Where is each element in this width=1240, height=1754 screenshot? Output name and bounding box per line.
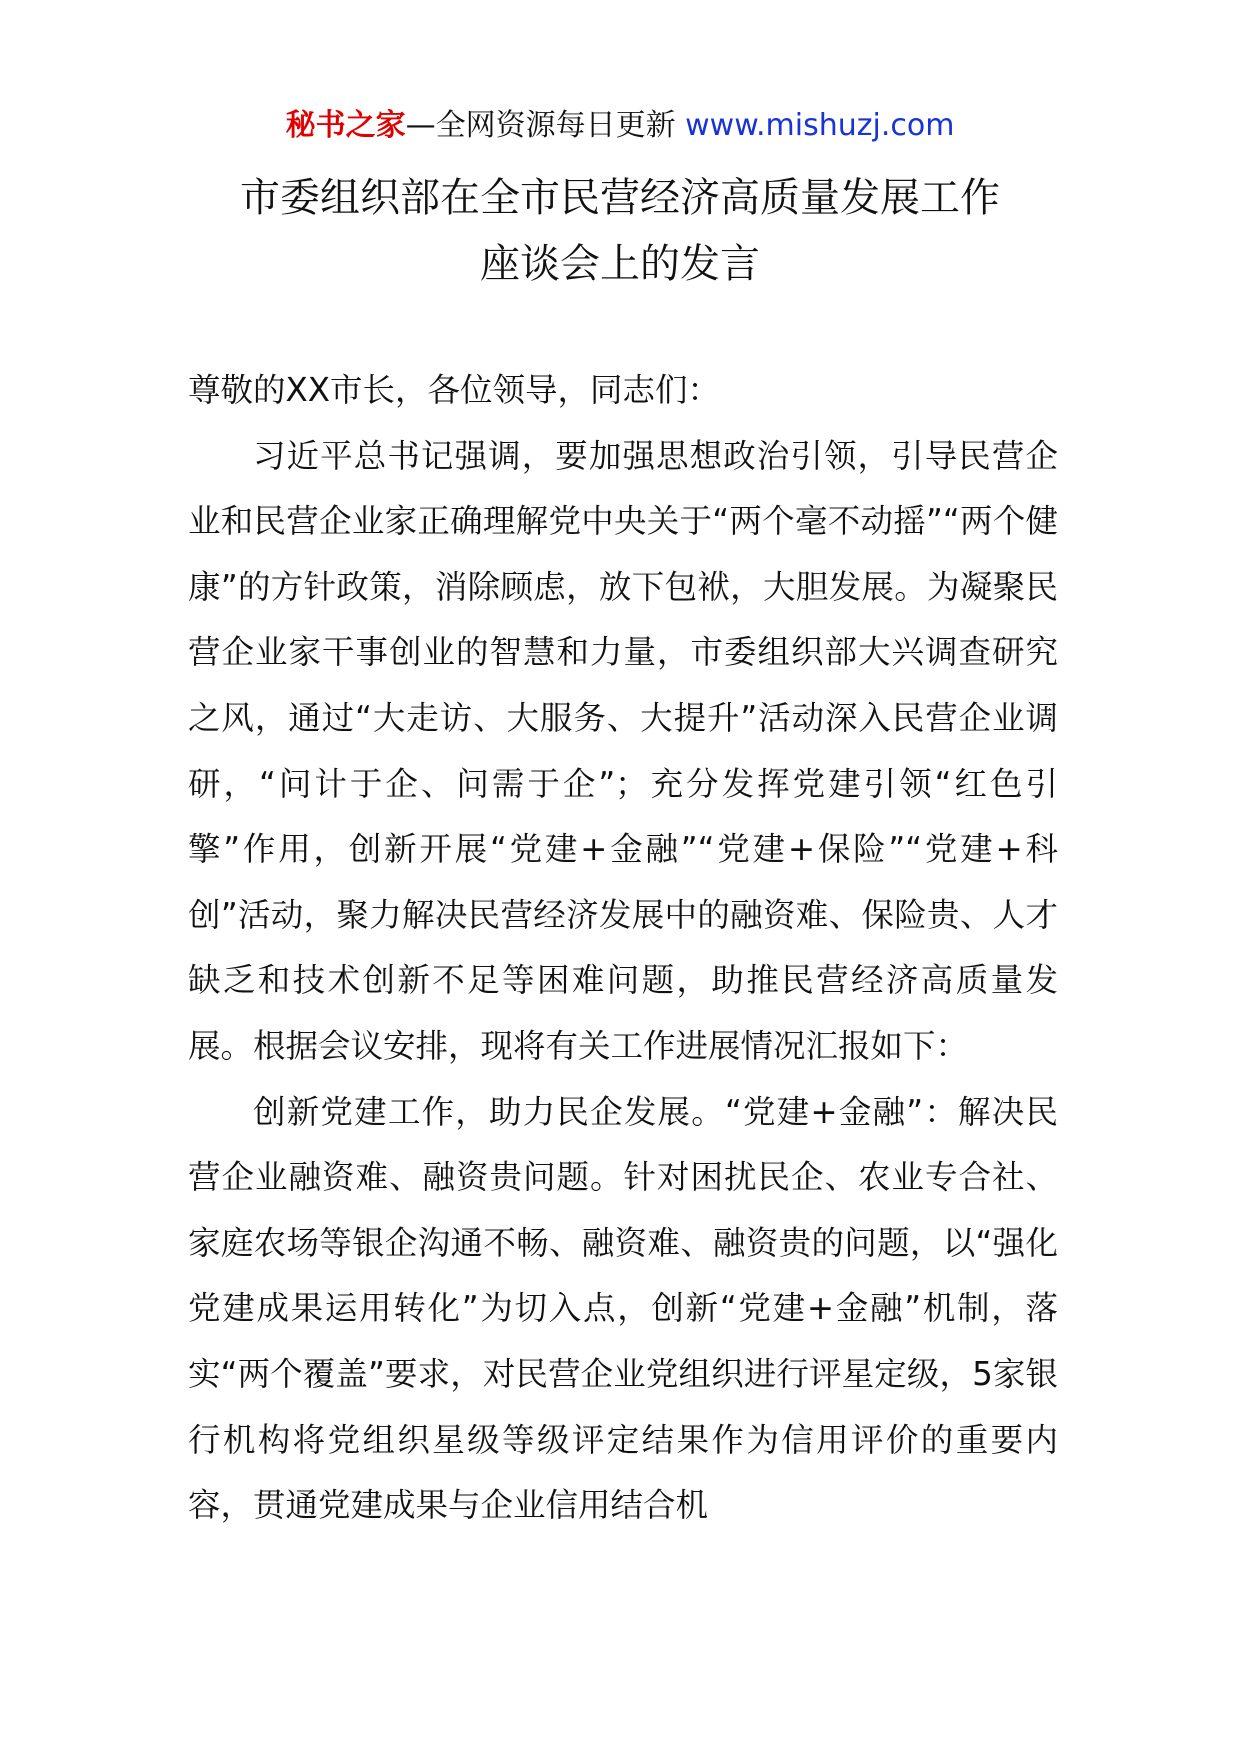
site-header	[0, 104, 1240, 148]
document-body	[188, 358, 1058, 1539]
site-name: 秘书之家	[285, 108, 406, 143]
document-title-line-2: 座谈会上的发言	[480, 241, 760, 287]
document-title-line-1: 市委组织部在全市民营经济高质量发展工作	[240, 175, 1000, 221]
paragraph-party-finance: 创新党建工作，助力民企发展。“党建+金融”：解决民营企业融资难、融资贵问题。针对困扰民企、农业专合社、家庭农场等银企沟通不畅、融资难、融资贵的问题，以“强化党建成果运用转化”为切入点，创新“党建+金融”机制，落实“两个覆盖”要求，对民营企业党组织进行评星定级，5家银行机构将党组织星级等级评定结果作为信用评价的重要内容，贯通党建成果与企业信用结合机	[188, 1092, 1058, 1525]
site-url-link[interactable]: www.mishuzj.com	[685, 108, 955, 143]
salutation: 尊敬的XX市长，各位领导，同志们：	[188, 371, 721, 409]
paragraph-intro: 习近平总书记强调，要加强思想政治引领，引导民营企业和民营企业家正确理解党中央关于“两个毫不动摇”“两个健康”的方针政策，消除顾虑，放下包袱，大胆发展。为凝聚民营企业家干事创业的智慧和力量，市委组织部大兴调查研究之风，通过“大走访、大服务、大提升”活动深入民营企业调研，“问计于企、问需于企”；充分发挥党建引领“红色引擎”作用，创新开展“党建+金融”“党建+保险”“党建+科创”活动，聚力解决民营经济发展中的融资难、保险贵、人才缺乏和技术创新不足等困难问题，助推民营经济高质量发展。根据会议安排，现将有关工作进展情况汇报如下：	[188, 436, 1058, 1065]
site-slogan: —全网资源每日更新	[405, 108, 676, 143]
document-title	[0, 165, 1240, 297]
